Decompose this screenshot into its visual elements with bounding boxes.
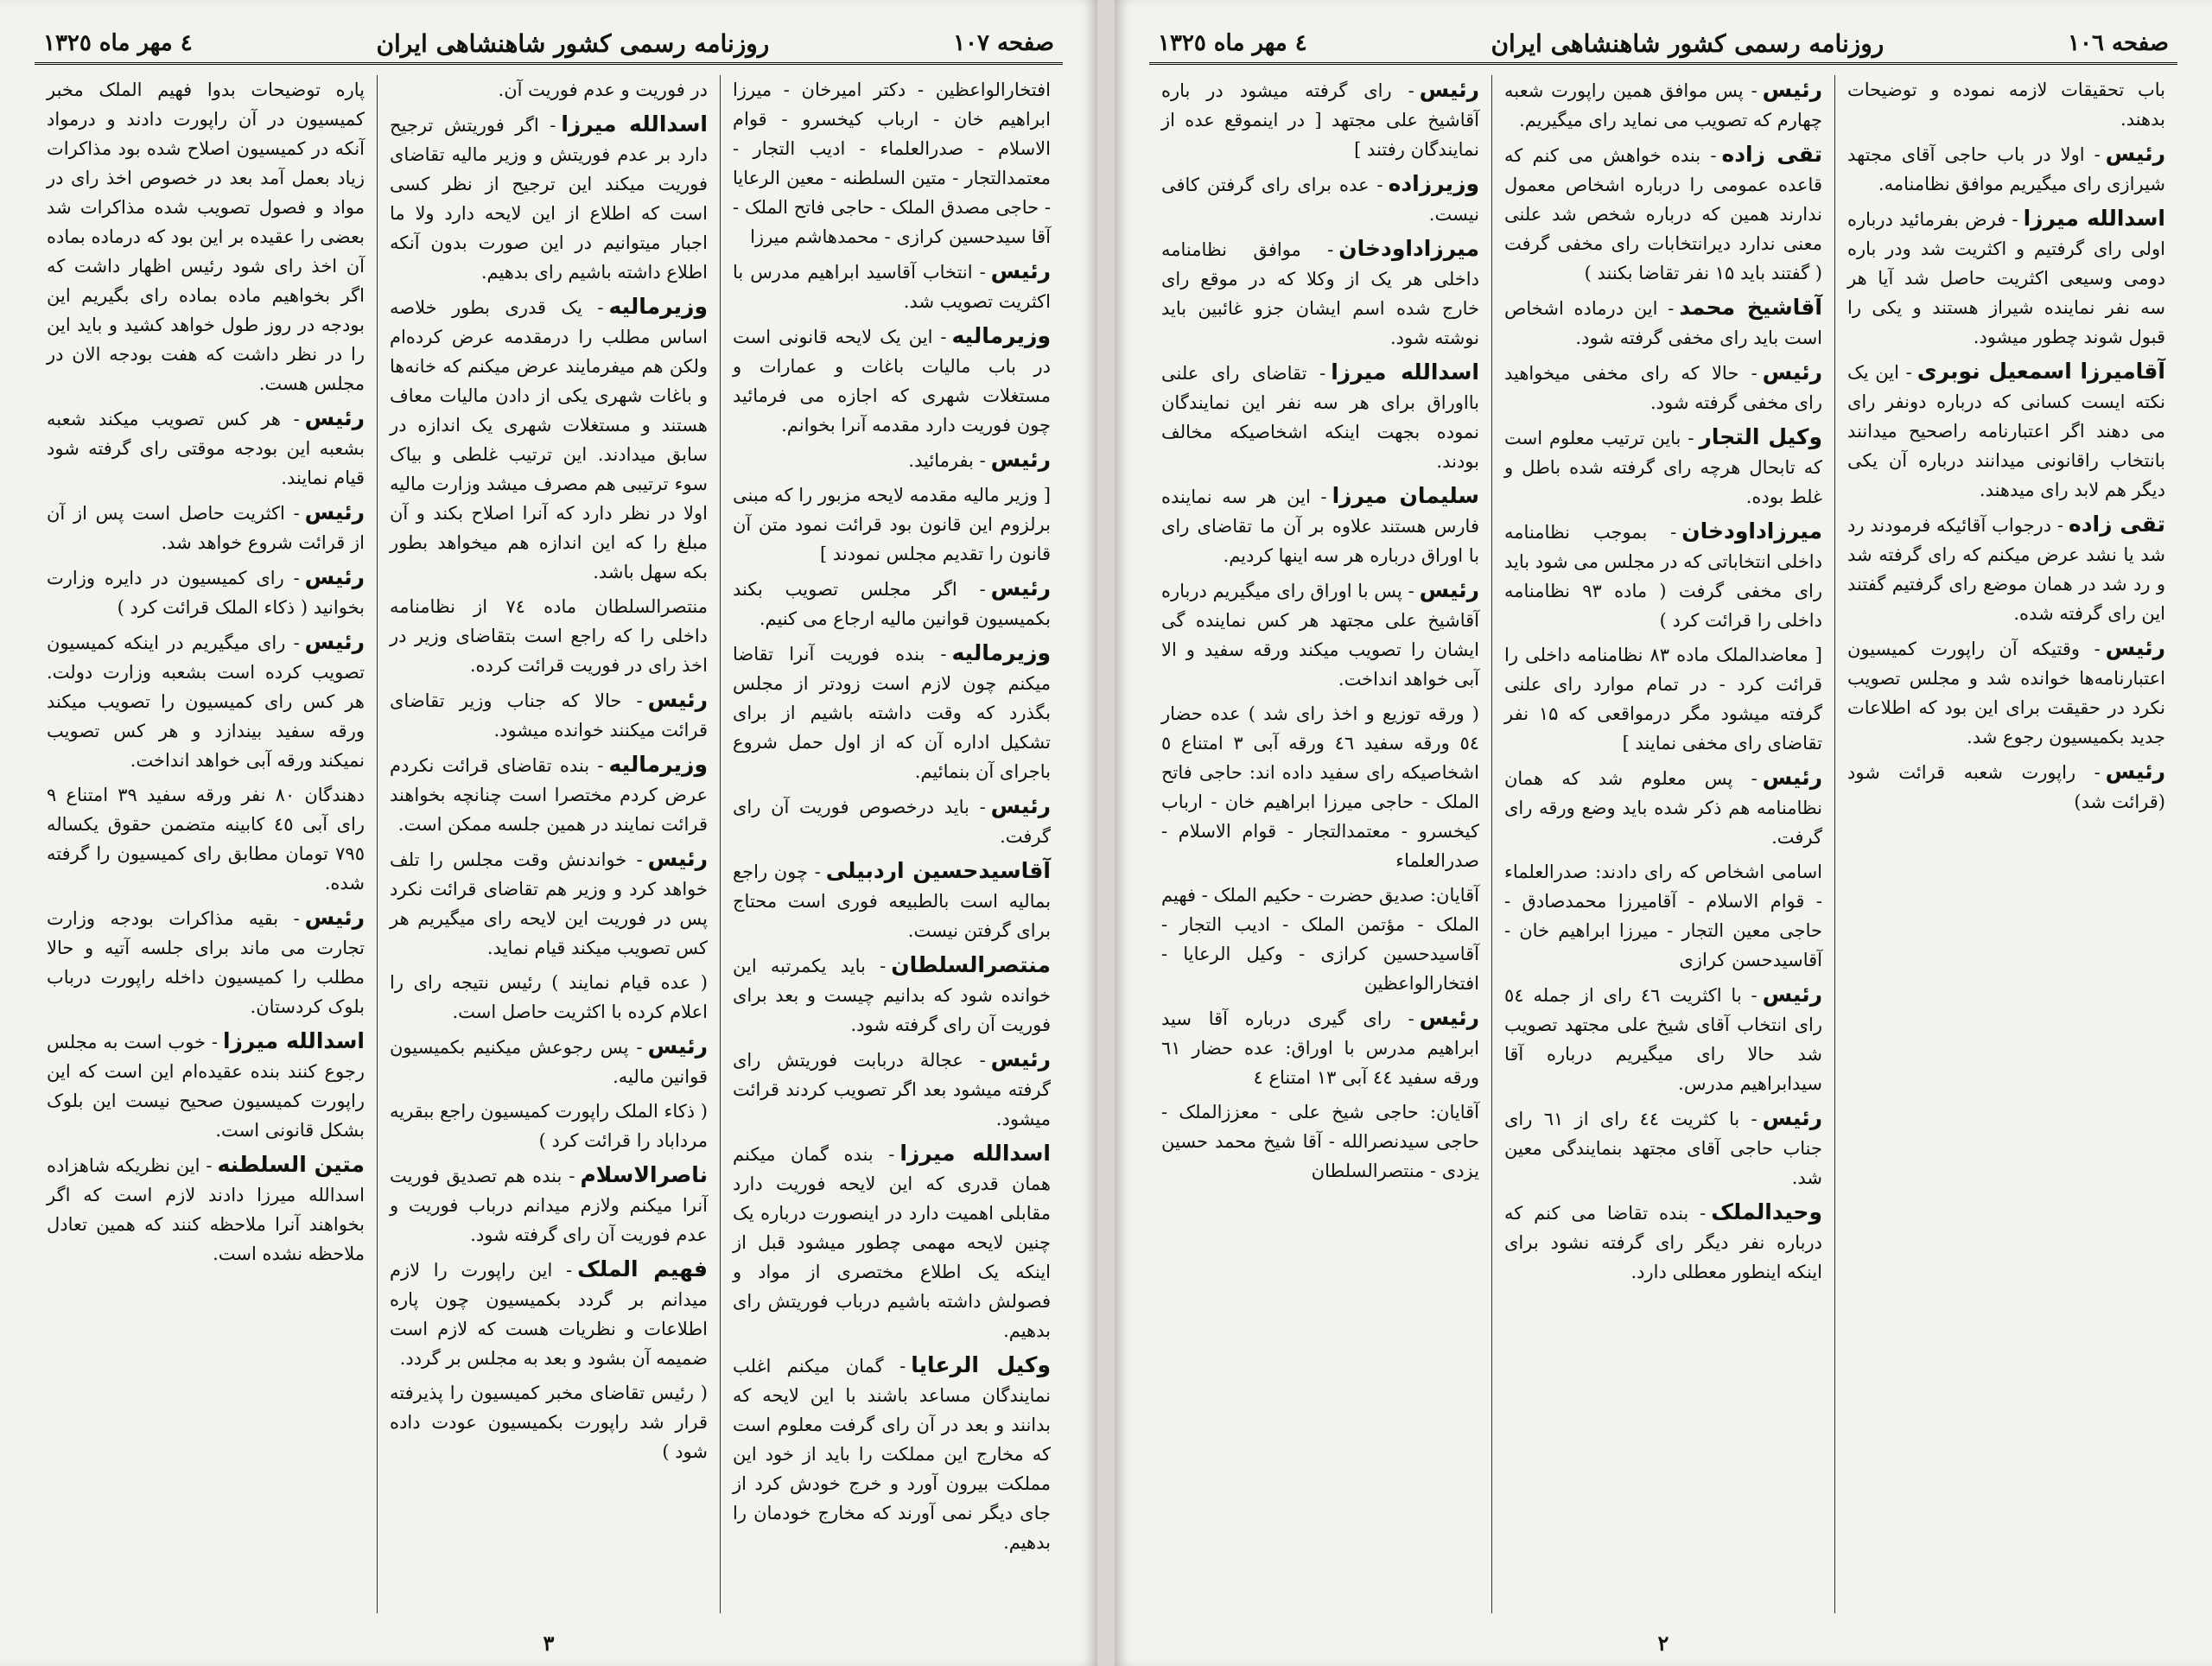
speaker-name: رئیس <box>1762 982 1822 1007</box>
debate-paragraph <box>47 1150 365 1269</box>
paragraph-text: - حالا که رای مخفی میخواهید رای مخفی گرفته شود. <box>1504 363 1822 413</box>
debate-paragraph <box>1847 204 2165 352</box>
paragraph-text: در فوریت و عدم فوریت آن. <box>498 79 708 100</box>
speaker-name: رئیس <box>1419 577 1479 602</box>
speaker-name: رئیس <box>647 846 708 871</box>
speaker-name: متین السلطنه <box>217 1152 365 1177</box>
speaker-name: رئیس <box>304 564 365 589</box>
debate-paragraph <box>733 480 1051 569</box>
debate-paragraph <box>733 856 1051 945</box>
paragraph-text: - این یک لایحه قانونی است در باب مالیات باغات و عمارات و مستغلات شهری که اجازه می فرمائید چون فوریت دارد مقدمه آنرا بخوانم. <box>733 327 1051 436</box>
speaker-name: رئیس <box>304 499 365 525</box>
debate-paragraph <box>390 844 708 963</box>
speaker-name: وکیل التجار <box>1699 424 1822 449</box>
debate-paragraph <box>1161 481 1479 570</box>
speaker-name: رئیس <box>2105 759 2165 784</box>
debate-paragraph <box>1504 358 1822 417</box>
debate-paragraph <box>1161 169 1479 229</box>
speaker-name: رئیس <box>304 405 365 430</box>
debate-paragraph <box>1847 633 2165 752</box>
speaker-name: اسدالله میرزا <box>222 1028 365 1053</box>
speaker-name: رئیس <box>647 1033 708 1059</box>
speaker-name: تقی زاده <box>2068 512 2165 537</box>
page-columns <box>35 75 1063 1613</box>
speaker-name: وزیرمالیه <box>951 640 1051 665</box>
speaker-name: آقاسیدحسین اردبیلی <box>825 858 1051 883</box>
speaker-name: وزیرزاده <box>1388 171 1479 196</box>
speaker-name: وزیرمالیه <box>608 294 708 319</box>
debate-paragraph <box>733 445 1051 475</box>
speaker-name: رئیس <box>647 687 708 712</box>
page-number: ۳ <box>543 1631 555 1656</box>
paragraph-text: - این یک نکته ایست کسانی که درباره دونفر رای می دهند اگر اعتبارنامه راصحیح میدانند بانتخاب راقانونی میدانند درباره آن یکی دیگر هم لابد رای میدهند. <box>1847 362 2165 500</box>
paragraph-text: ( عده قیام نمایند ) رئیس نتیجه رای را اعلام کرده با اکثریت حاصل است. <box>390 972 708 1022</box>
paragraph-text: - رای میگیریم در اینکه کمیسیون تصویب کرده است بشعبه وزارت دولت. هر کس رای کمیسیون را تصویب میکند ورقه سفید بیندازد و هر کس تصویب نمیکند ورقه آبی خواهد انداخت. <box>47 633 365 771</box>
speaker-name: رئیس <box>990 793 1051 818</box>
page-107 <box>0 0 1097 1666</box>
speaker-name: رئیس <box>990 1046 1051 1071</box>
debate-paragraph <box>390 1032 708 1091</box>
debate-paragraph <box>47 780 365 898</box>
speaker-name: رئیس <box>2105 141 2165 166</box>
debate-paragraph <box>1161 1003 1479 1092</box>
debate-paragraph <box>1504 1198 1822 1287</box>
debate-paragraph <box>390 110 708 287</box>
debate-paragraph <box>1161 234 1479 353</box>
paragraph-text: اسامی اشخاص که رای دادند: صدرالعلماء - قوام الاسلام - آقامیرزا محمدصادق - حاجی معین التجار - میرزا ابراهیم خان - آقاسیدحسن کرازی <box>1504 862 1822 970</box>
paragraph-text: [ معاضدالملک ماده ۸۳ نظامنامه داخلی را قرائت کرد - در تمام موارد رای علنی گرفته میشود مگر درمواقعی که ۱۵ نفر تقاضای رای مخفی نمایند ] <box>1504 645 1823 754</box>
speaker-name: سلیمان میرزا <box>1332 483 1479 508</box>
debate-paragraph <box>733 1351 1051 1557</box>
debate-paragraph <box>733 1139 1051 1345</box>
debate-paragraph <box>390 592 708 680</box>
debate-paragraph <box>733 574 1051 633</box>
debate-paragraph <box>390 1097 708 1155</box>
debate-paragraph <box>1847 510 2165 628</box>
paragraph-text: - راپورت شعبه قرائت شود (قرائت شد) <box>1847 762 2165 812</box>
paragraph-text: - با اکثریت ٤٦ رای از جمله ٥٤ رای انتخاب آقای شیخ علی مجتهد تصویب شد حالا رای میگیریم درباره آقا سیدابراهیم مدرس. <box>1504 985 1822 1094</box>
speaker-name: اسدالله میرزا <box>1331 359 1479 385</box>
header-date: ٤ مهر ماه ١٣٢٥ <box>43 30 193 56</box>
debate-paragraph <box>47 498 365 557</box>
paragraph-text: پاره توضیحات بدوا فهیم الملک مخبر کمیسیون در آن راپورت دادند و درمواد آنکه در کمیسیون اصلاح شده بود مذاکرات زیاد بعمل آمد بعد در خصوص اخذ رای در مواد و فصول تصویب شده مذاکرات شد بعضی را عقیده بر این بود که درماده بماده آن اخذ رای شود رئیس اظهار داشت که اگر بخواهیم ماده بماده رای بگیریم این بودجه در روز طول خواهد کشید و باید این را در نظر داشت که هفت بودجه الان در مجلس هست. <box>47 79 365 394</box>
paragraph-text: - وقتیکه آن راپورت کمیسیون اعتبارنامه‌ها خوانده شد و مجلس تصویب نکرد در حقیقت برای این بود که اطلاعات جدید بکمیسیون رجوع شد. <box>1847 639 2165 747</box>
paragraph-text: - این راپورت را لازم میدانم بر گردد بکمیسیون چون پاره اطلاعات و نظریات هست که لازم است ضمیمه آن بشود و بعد به مجلس بر گردد. <box>390 1260 708 1369</box>
debate-paragraph <box>47 404 365 493</box>
paragraph-text: - بنده هم تصدیق فوریت آنرا میکنم ولازم میدانم درباب فوریت و عدم فوریت آن رای گرفته شود. <box>390 1166 708 1245</box>
debate-paragraph <box>1847 357 2165 505</box>
paragraph-text: - خوب است به مجلس رجوع کنند بنده عقیده‌ام این است که این راپورت کمیسیون صحیح نیست این بلوک بشکل قانونی است. <box>47 1032 365 1141</box>
debate-paragraph <box>1504 1103 1822 1192</box>
paragraph-text: - هر کس تصویب میکند شعبه بشعبه این بودجه موقتی رای گرفته شود قیام نمایند. <box>47 409 365 488</box>
debate-paragraph <box>1504 763 1822 852</box>
speaker-name: رئیس <box>990 258 1051 283</box>
debate-paragraph <box>47 627 365 775</box>
header-page-label: صفحه ۱۰٦ <box>2068 30 2169 56</box>
paragraph-text: آقایان: حاجی شیخ علی - معززالملک - حاجی سیدنصرالله - آقا شیخ محمد حسین یزدی - منتصرالسلطان <box>1161 1102 1479 1181</box>
debate-paragraph <box>390 685 708 745</box>
speaker-name: رئیس <box>304 629 365 654</box>
debate-paragraph <box>733 639 1051 786</box>
paragraph-text: - فرض بفرمائید درباره اولی رای گرفتیم و اکثریت شد ودر باره دومی وسیعی اکثریت حاصل شد آیا هر سه نفر نماینده شیراز هستند و یکی را قبول شوند چطور میشود. <box>1847 209 2165 347</box>
speaker-name: ناصرالاسلام <box>580 1162 708 1187</box>
column <box>1492 75 1835 1613</box>
debate-paragraph <box>733 1045 1051 1134</box>
debate-paragraph <box>1847 75 2165 134</box>
paragraph-text: - پس رجوعش میکنیم بکمیسیون قوانین مالیه. <box>390 1037 708 1087</box>
column <box>35 75 378 1613</box>
debate-paragraph <box>1161 1097 1479 1186</box>
paragraph-text: - خواندنش وقت مجلس را تلف خواهد کرد و وزیر هم تقاضای قرائت نکرد پس در فوریت این لایحه رای میگیریم هر کس تصویب میکند قیام نماید. <box>390 849 708 958</box>
debate-paragraph <box>733 951 1051 1040</box>
paragraph-text: - یک قدری بطور خلاصه اساس مطلب را درمقدمه عرض کرده‌ام ولکن هم میفرمایند عرض میکنم که خانه‌ها و باغات شهری یکی از دادن مالیات معاف هستند و مستغلات شهری یک اندازه در سابق میدادند. این ترتیب غلطی و بیاک سوء ترتیبی هم مصرف میشد وزارت مالیه اولا در نظر دارد که آنرا اصلاح بکند و آن مبلغ را که این اندازه هم میخواهد بطور بکه سهل باشد. <box>390 297 708 582</box>
debate-paragraph <box>47 563 365 622</box>
paragraph-text: - اگر فوریتش ترجیح دارد بر عدم فوریتش و وزیر مالیه تقاضای فوریت میکند این ترجیح از نظر کسی است که اطلاع از این لایحه دارد ولا ما اجبار میتوانیم در این صورت بدون آنکه اطلاع داشته باشیم رای بدهیم. <box>390 115 708 283</box>
paragraph-text: - رای گیری درباره آقا سید ابراهیم مدرس با اوراق: عده حضار ٦١ ورقه سفید ٤٤ آبی ١٣ امتناع ٤ <box>1161 1008 1479 1088</box>
page-header <box>1149 24 2177 65</box>
paragraph-text: ( رئیس تقاضای مخبر کمیسیون را پذیرفته قرار شد راپورت بکمیسیون عودت داده شود ) <box>390 1383 708 1462</box>
speaker-name: اسدالله میرزا <box>561 111 708 137</box>
paragraph-text: - بنده فوریت آنرا تقاضا میکنم چون لازم است زودتر از مجلس بگذرد که وقت داشته باشیم از برای تشکیل اداره آن که از اول حمل شروع باجرای آن بنمائیم. <box>733 644 1051 782</box>
speaker-name: میرزاداودخان <box>1681 518 1822 544</box>
debate-paragraph <box>1847 139 2165 199</box>
paragraph-text: ( ورقه توزیع و اخذ رای شد ) عده حضار ٥٤ ورقه سفید ٤٦ ورقه آبی ٣ امتناع ٥ اشخاصیکه رای سفید داده اند: حاجی فاتح الملک - حاجی میرزا ابراهیم خان - ارباب کیخسرو - معتمدالتجار - قوام الاسلام - صدرالعلماء <box>1161 703 1479 871</box>
speaker-name: تقی زاده <box>1721 142 1822 167</box>
paragraph-text: - باید درخصوص فوریت آن رای گرفت. <box>733 797 1051 847</box>
paragraph-text: - انتخاب آقاسید ابراهیم مدرس با اکثریت تصویب شد. <box>733 262 1051 312</box>
speaker-name: فهیم الملک <box>577 1256 708 1281</box>
paragraph-text: - گمان میکنم اغلب نمایندگان مساعد باشند با این لایحه که بدانند و بعد در آن رای گرفت معلوم است که مخارج این مملکت را باید از خود این مملکت بیرون آورد و خرج خودش کرد از جای دیگر نمی آورند که مخارج خودمان را بدهیم. <box>733 1356 1051 1553</box>
paragraph-text: [ وزیر مالیه مقدمه لایحه مزبور را که مبنی برلزوم این قانون بود قرائت نمود متن آن قانون را تقدیم مجلس نمودند ] <box>733 485 1051 564</box>
header-masthead: روزنامه رسمی کشور شاهنشاهی ایران <box>376 29 770 58</box>
paragraph-text: - تقاضای رای علنی بااوراق برای هر سه نفر این نمایندگان نموده بجهت اینکه اشخاصیکه مخالف بودند. <box>1161 363 1479 472</box>
paragraph-text: - درجواب آقائیکه فرمودند رد شد یا نشد عرض میکنم که رای گرفته شد و رد شد در همان موضع رای گرفتیم گفتند این رای گرفته شده. <box>1847 515 2165 624</box>
debate-paragraph <box>47 75 365 398</box>
debate-paragraph <box>1504 857 1822 975</box>
speaker-name: رئیس <box>1762 1105 1822 1130</box>
page-header <box>35 24 1063 65</box>
page-106 <box>1115 0 2212 1666</box>
paragraph-text: افتخارالواعظین - دکتر امیرخان - میرزا ابراهیم خان - ارباب کیخسرو - قوام الاسلام - صدرالعلماء - ادیب التجار - معتمدالتجار - متین السلطنه - معین الرعایا - حاجی مصدق الملک - حاجی فاتح الملک - آقا سیدحسین کرازی - محمدهاشم میرزا <box>733 79 1051 247</box>
speaker-name: رئیس <box>2105 635 2165 660</box>
debate-paragraph <box>390 1378 708 1466</box>
speaker-name: وزیرمالیه <box>608 752 708 777</box>
column <box>1835 75 2177 1613</box>
paragraph-text: دهندگان ٨٠ نفر ورقه سفید ٣٩ امتناع ٩ رای آبی ٤٥ کابینه متضمن حقوق یکساله ٧٩٥ تومان مطابق رای کمیسیون را گرفته شده. <box>47 785 365 893</box>
paragraph-text: - عجالة دربابت فوریتش رای گرفته میشود بعد اگر تصویب کردند قرائت میشود. <box>733 1050 1051 1129</box>
debate-paragraph <box>1161 358 1479 476</box>
debate-paragraph <box>733 792 1051 851</box>
paragraph-text: - پس موافق همین راپورت شعبه چهارم که تصویب می نماید رای میگیریم. <box>1504 80 1822 130</box>
column <box>378 75 721 1613</box>
speaker-name: وحیدالملک <box>1711 1199 1822 1224</box>
speaker-name: رئیس <box>1419 77 1479 102</box>
debate-paragraph <box>390 1255 708 1373</box>
debate-paragraph <box>390 1160 708 1250</box>
debate-paragraph <box>733 257 1051 316</box>
column <box>1149 75 1492 1613</box>
paragraph-text: - چون راجع بمالیه است بالطبیعه فوری است محتاج برای گرفتن نیست. <box>733 862 1051 941</box>
debate-paragraph <box>390 968 708 1027</box>
speaker-name: آقاشیخ محمد <box>1679 295 1822 320</box>
paragraph-text: - این نظریکه شاهزاده اسدالله میرزا دادند لازم است که اگر بخواهند آنرا ملاحظه کنند که همین تعادل ملاحظه نشده است. <box>47 1155 365 1264</box>
page-number: ۲ <box>1657 1631 1669 1656</box>
speaker-name: میرزاداودخان <box>1338 236 1479 261</box>
speaker-name: رئیس <box>1419 1005 1479 1030</box>
paragraph-text: - بنده تقاضای قرائت نکردم عرض کردم مختصرا است چنانچه بخواهند قرائت نمایند در همین جلسه ممکن است. <box>390 755 708 835</box>
paragraph-text: آقایان: صدیق حضرت - حکیم الملک - فهیم الملک - مؤتمن الملک - ادیب التجار - آقاسیدحسین کرازی - وکیل الرعایا - افتخارالواعظین <box>1161 885 1479 994</box>
speaker-name: وزیرمالیه <box>951 323 1051 348</box>
paragraph-text: - بنده تقاضا می کنم که درباره نفر دیگر رای گرفته نشود برای اینکه اینطور معطلی دارد. <box>1504 1203 1822 1282</box>
speaker-name: رئیس <box>1762 765 1822 790</box>
debate-paragraph <box>1504 140 1822 288</box>
header-masthead: روزنامه رسمی کشور شاهنشاهی ایران <box>1491 29 1885 58</box>
debate-paragraph <box>390 750 708 839</box>
paragraph-text: باب تحقیقات لازمه نموده و توضیحات بدهند. <box>1847 79 2165 130</box>
debate-paragraph <box>1161 881 1479 998</box>
page-columns <box>1149 75 2177 1613</box>
debate-paragraph <box>1847 757 2165 817</box>
paragraph-text: - بموجب نظامنامه داخلی انتخاباتی که در مجلس می شود باید رای مخفی گرفت ( ماده ۹۳ نظامنامه داخلی را قرائت کرد ) <box>1504 522 1822 631</box>
speaker-name: وکیل الرعایا <box>911 1352 1051 1377</box>
debate-paragraph <box>1504 423 1822 512</box>
header-page-label: صفحه ۱۰۷ <box>953 30 1054 56</box>
debate-paragraph <box>1161 575 1479 694</box>
paragraph-text: - اکثریت حاصل است پس از آن از قرائت شروع خواهد شد. <box>47 503 365 553</box>
paragraph-text: - پس معلوم شد که همان نظامنامه هم ذکر شده باید وضع ورقه رای گرفت. <box>1504 768 1822 848</box>
speaker-name: رئیس <box>304 905 365 930</box>
paragraph-text: - باید یکمرتبه این خوانده شود که بدانیم چیست و بعد برای فوریت آن رای گرفته شود. <box>733 956 1051 1035</box>
paragraph-text: منتصرالسلطان ماده ۷٤ از نظامنامه داخلی را که راجع است بتقاضای وزیر در اخذ رای در فوریت قرائت کرده. <box>390 596 708 676</box>
paragraph-text: - این درماده اشخاص است باید رای مخفی گرفته شود. <box>1504 298 1822 348</box>
paragraph-text: - این هر سه نماینده فارس هستند علاوه بر آن ما تقاضای رای با اوراق درباره هر سه اینها کردیم. <box>1161 486 1479 566</box>
speaker-name: رئیس <box>990 575 1051 601</box>
paragraph-text: - حالا که جناب وزیر تقاضای قرائت میکنند خوانده میشود. <box>390 690 708 741</box>
speaker-name: آقامیرزا اسمعیل نوبری <box>1916 359 2165 384</box>
header-date: ٤ مهر ماه ١٣٢٥ <box>1158 30 1307 56</box>
debate-paragraph <box>47 903 365 1021</box>
paragraph-text: - بفرمائید. <box>908 450 986 471</box>
speaker-name: اسدالله میرزا <box>2023 206 2165 231</box>
debate-paragraph <box>1504 75 1822 135</box>
debate-paragraph <box>1161 75 1479 164</box>
debate-paragraph <box>1504 640 1822 758</box>
paragraph-text: - بنده خواهش می کنم که قاعده عمومی را درباره اشخاص معمول ندارند همین که درباره شخص شد علنی معنی ندارد دیرانتخابات رای مخفی گرفت ( گفتند باید ۱۵ نفر تقاضا بکنند ) <box>1504 145 1822 283</box>
debate-paragraph <box>733 321 1051 440</box>
speaker-name: اسدالله میرزا <box>899 1141 1051 1166</box>
debate-paragraph <box>390 292 708 587</box>
paragraph-text: - با کثریت ٤٤ رای از ٦١ رای جناب حاجی آقای مجتهد بنمایندگی معین شد. <box>1504 1109 1822 1188</box>
paragraph-text: - پس با اوراق رای میگیریم درباره آقاشیخ علی مجتهد هر کس نماینده گی ایشان را تصویب میکند ورقه سفید و الا آبی خواهد انداخت. <box>1161 581 1479 690</box>
paragraph-text: - بقیه مذاکرات بودجه وزارت تجارت می ماند برای جلسه آتیه و حالا مطلب را کمیسیون داخله راپورت درباب بلوک کردستان. <box>47 908 365 1017</box>
paragraph-text: - بنده گمان میکنم همان قدری که این لایحه فوریت دارد مقابلی اهمیت دارد در اینصورت درباره یک چنین لایحه مهمی چطور میشود قبل از اینکه یک اطلاع مختصری از مواد و فصولش داشته باشیم درباب فوریتش رای بدهیم. <box>733 1144 1051 1341</box>
paragraph-text: - رای کمیسیون در دایره وزارت بخوانید ( ذکاء الملک قرائت کرد ) <box>47 568 365 618</box>
paragraph-text: - اگر مجلس تصویب بکند بکمیسیون قوانین مالیه ارجاع می کنیم. <box>733 579 1051 629</box>
debate-paragraph <box>1504 293 1822 353</box>
paragraph-text: - باین ترتیب معلوم است که تابحال هرچه رای گرفته شده باطل و غلط بوده. <box>1504 428 1822 507</box>
speaker-name: منتصرالسلطان <box>891 952 1051 977</box>
paragraph-text: ( ذکاء الملک راپورت کمیسیون راجع ببقریه مرداباد را قرائت کرد ) <box>389 1101 708 1151</box>
debate-paragraph <box>1504 517 1822 635</box>
column <box>721 75 1063 1613</box>
paragraph-text: - رای گرفته میشود در باره آقاشیخ علی مجتهد [ در اینموقع عده از نمایندگان رفتند ] <box>1161 80 1479 160</box>
debate-paragraph <box>390 75 708 105</box>
speaker-name: رئیس <box>1762 359 1822 385</box>
debate-paragraph <box>1504 980 1822 1098</box>
speaker-name: رئیس <box>990 447 1051 472</box>
paragraph-text: - موافق نظامنامه داخلی هر یک از وکلا که در موقع رای خارج شده اسم ایشان جزو غائبین باید نوشته شود. <box>1161 239 1479 348</box>
speaker-name: رئیس <box>1762 77 1822 102</box>
debate-paragraph <box>733 75 1051 251</box>
paragraph-text: - عده برای رای گرفتن کافی نیست. <box>1161 175 1479 225</box>
debate-paragraph <box>1161 699 1479 875</box>
debate-paragraph <box>47 1027 365 1145</box>
paragraph-text: - اولا در باب حاجی آقای مجتهد شیرازی رای میگیریم موافق نظامنامه. <box>1847 144 2165 194</box>
